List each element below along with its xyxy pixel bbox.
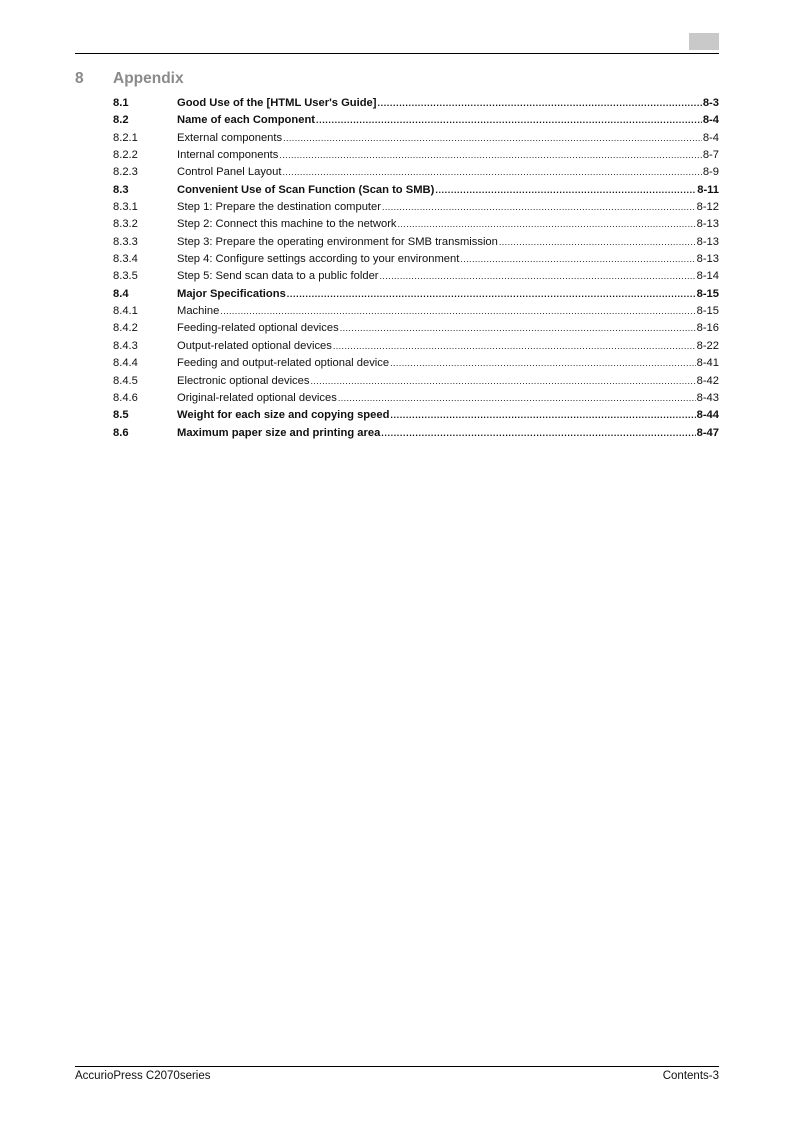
toc-entry-number: 8.1 <box>113 97 129 109</box>
toc-entry-line <box>177 320 719 337</box>
toc-entry-page[interactable]: 8-13 <box>696 218 719 231</box>
toc-entry-number: 8.4.5 <box>113 374 138 387</box>
toc-entry-title[interactable]: Weight for each size and copying speed <box>177 409 390 422</box>
toc-entry-line <box>177 130 719 147</box>
toc-entry-page[interactable]: 8-11 <box>697 183 719 196</box>
toc-entry-number: 8.2.2 <box>113 149 138 162</box>
toc-dot-leader <box>283 130 702 147</box>
toc-entry-title[interactable]: Good Use of the [HTML User's Guide] <box>177 97 377 109</box>
toc-entry-number: 8.3.2 <box>113 218 138 231</box>
toc-entry[interactable] <box>113 130 719 147</box>
toc-entry[interactable] <box>113 95 719 112</box>
toc-entry-title[interactable]: Feeding-related optional devices <box>177 322 339 335</box>
toc-entry-number: 8.3.3 <box>113 235 138 248</box>
toc-entry-line <box>177 199 719 216</box>
toc-entry-page[interactable]: 8-44 <box>696 409 719 422</box>
toc-entry[interactable] <box>113 164 719 181</box>
toc-entry[interactable] <box>113 373 719 390</box>
toc-entry-page[interactable]: 8-12 <box>696 201 719 214</box>
toc-entry-page[interactable]: 8-7 <box>702 149 719 162</box>
header-corner-tab <box>689 33 719 50</box>
toc-dot-leader <box>310 373 695 390</box>
toc-entry-line <box>177 164 719 181</box>
toc-entry-title[interactable]: Convenient Use of Scan Function (Scan to SMB) <box>177 183 435 196</box>
toc-entry-title[interactable]: Electronic optional devices <box>177 374 310 387</box>
toc-dot-leader <box>279 147 701 164</box>
toc-entry-line <box>177 425 719 442</box>
toc-entry-number: 8.2.1 <box>113 131 138 144</box>
toc-entry-number: 8.4.6 <box>113 391 138 404</box>
toc-entry-title[interactable]: Step 3: Prepare the operating environment for SMB transmission <box>177 235 498 248</box>
toc-entry-title[interactable]: Major Specifications <box>177 287 286 300</box>
toc-entry-number: 8.2.3 <box>113 166 138 179</box>
toc-entry-page[interactable]: 8-16 <box>696 322 719 335</box>
toc-entry-line <box>177 251 719 268</box>
toc-entry-line <box>177 303 719 320</box>
toc-entry[interactable] <box>113 112 719 129</box>
toc-entry-number: 8.6 <box>113 426 129 439</box>
toc-entry-title[interactable]: Step 1: Prepare the destination computer <box>177 201 381 214</box>
toc-dot-leader <box>316 112 702 129</box>
toc-entry-title[interactable]: Output-related optional devices <box>177 339 332 352</box>
toc-dot-leader <box>282 164 701 181</box>
toc-entry-page[interactable]: 8-22 <box>696 339 719 352</box>
toc-dot-leader <box>499 234 696 251</box>
toc-entry-number: 8.3.1 <box>113 201 138 214</box>
toc-entry-title[interactable]: External components <box>177 131 283 144</box>
toc-entry-page[interactable]: 8-43 <box>696 391 719 404</box>
toc-entry-number: 8.3 <box>113 183 129 196</box>
toc-dot-leader <box>287 286 696 303</box>
toc-entry[interactable] <box>113 390 719 407</box>
toc-entry[interactable] <box>113 268 719 285</box>
toc-entry-title[interactable]: Internal components <box>177 149 279 162</box>
toc-entry-page[interactable]: 8-4 <box>702 131 719 144</box>
toc-dot-leader <box>435 182 696 199</box>
toc-entry[interactable] <box>113 338 719 355</box>
toc-entry-page[interactable]: 8-15 <box>696 305 719 318</box>
toc-entry-page[interactable]: 8-47 <box>696 426 719 439</box>
toc-entry[interactable] <box>113 425 719 442</box>
toc-entry-page[interactable]: 8-13 <box>696 235 719 248</box>
toc-entry-page[interactable]: 8-15 <box>696 287 719 300</box>
toc-dot-leader <box>340 320 696 337</box>
toc-entry-page[interactable]: 8-13 <box>696 253 719 266</box>
toc-entry[interactable] <box>113 355 719 372</box>
chapter-title: Appendix <box>113 70 184 87</box>
toc-entry-title[interactable]: Control Panel Layout <box>177 166 282 179</box>
toc-entry-number: 8.4.4 <box>113 357 138 370</box>
toc-entry[interactable] <box>113 286 719 303</box>
toc-entry-line <box>177 112 719 129</box>
footer-rule <box>75 1066 719 1067</box>
toc-entry-page[interactable]: 8-14 <box>696 270 719 283</box>
toc-entry-title[interactable]: Step 4: Configure settings according to your environment <box>177 253 460 266</box>
toc-entry-line <box>177 390 719 407</box>
toc-entry[interactable] <box>113 182 719 199</box>
toc-dot-leader <box>380 268 696 285</box>
toc-entry[interactable] <box>113 303 719 320</box>
toc-entry-number: 8.3.5 <box>113 270 138 283</box>
toc-dot-leader <box>220 303 695 320</box>
toc-entry-line <box>177 147 719 164</box>
toc-dot-leader <box>390 355 696 372</box>
toc-entry-line <box>177 286 719 303</box>
toc-entry[interactable] <box>113 251 719 268</box>
toc-entry-line <box>177 338 719 355</box>
toc-entry-number: 8.5 <box>113 409 129 422</box>
toc-dot-leader <box>378 95 702 112</box>
chapter-number: 8 <box>75 70 84 87</box>
toc-entry-line <box>177 268 719 285</box>
toc-entry-title[interactable]: Name of each Component <box>177 114 315 127</box>
toc-entry-title[interactable]: Feeding and output-related optional device <box>177 357 390 370</box>
toc-entry-title[interactable]: Maximum paper size and printing area <box>177 426 381 439</box>
toc-dot-leader <box>460 251 695 268</box>
toc-entry-number: 8.4.2 <box>113 322 138 335</box>
toc-entry-title[interactable]: Machine <box>177 305 220 318</box>
toc-entry-line <box>177 95 719 112</box>
toc-dot-leader <box>390 407 695 424</box>
toc-entry-line <box>177 355 719 372</box>
toc-entry-page[interactable]: 8-4 <box>702 114 719 127</box>
toc-dot-leader <box>338 390 696 407</box>
footer-product-name: AccurioPress C2070series <box>75 1070 211 1082</box>
header-rule <box>75 53 719 54</box>
toc-entry-number: 8.3.4 <box>113 253 138 266</box>
toc-entry-line <box>177 407 719 424</box>
toc-entry[interactable] <box>113 199 719 216</box>
toc-entry-line <box>177 234 719 251</box>
toc-dot-leader <box>398 216 696 233</box>
toc-entry[interactable] <box>113 216 719 233</box>
toc-dot-leader <box>333 338 696 355</box>
toc-entry[interactable] <box>113 234 719 251</box>
toc-entry-line <box>177 216 719 233</box>
toc-entry-number: 8.4 <box>113 287 129 300</box>
toc-entry-number: 8.4.3 <box>113 339 138 352</box>
table-of-contents <box>113 95 719 442</box>
toc-entry-page[interactable]: 8-41 <box>696 357 719 370</box>
toc-entry[interactable] <box>113 147 719 164</box>
toc-entry-page[interactable]: 8-3 <box>702 97 719 109</box>
toc-entry-title[interactable]: Step 5: Send scan data to a public folder <box>177 270 379 283</box>
toc-entry-title[interactable]: Step 2: Connect this machine to the network <box>177 218 397 231</box>
toc-entry-page[interactable]: 8-42 <box>696 374 719 387</box>
toc-dot-leader <box>381 425 695 442</box>
toc-entry-line <box>177 373 719 390</box>
toc-entry[interactable] <box>113 320 719 337</box>
toc-entry-title[interactable]: Original-related optional devices <box>177 391 337 404</box>
toc-entry-line <box>177 182 719 199</box>
toc-entry-number: 8.2 <box>113 114 129 127</box>
footer-page-label: Contents-3 <box>662 1070 719 1082</box>
toc-entry-number: 8.4.1 <box>113 305 138 318</box>
toc-entry[interactable] <box>113 407 719 424</box>
toc-entry-page[interactable]: 8-9 <box>702 166 719 179</box>
toc-dot-leader <box>382 199 696 216</box>
